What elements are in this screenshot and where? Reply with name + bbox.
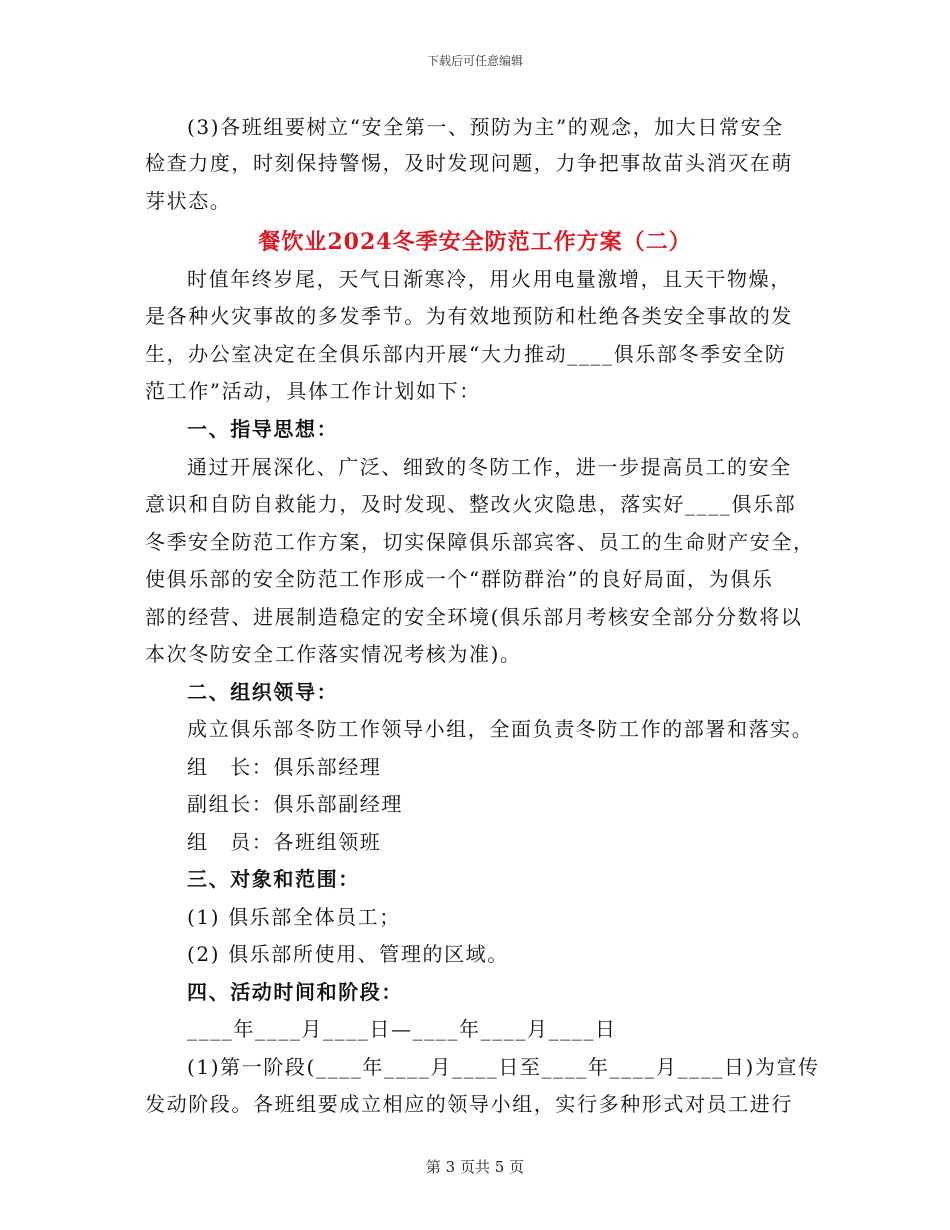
- paragraph-line: 发动阶段。各班组要成立相应的领导小组，实行多种形式对员工进行: [145, 1092, 793, 1116]
- paragraph-line: 意识和自防自救能力，及时发现、整改火灾隐患，落实好____俱乐部: [145, 492, 797, 516]
- deputy-leader-line: 副组长：俱乐部副经理: [187, 792, 403, 816]
- page-number: 第 3 页共 5 页: [425, 1158, 525, 1176]
- paragraph-line: (3)各班组要树立“安全第一、预防为主”的观念，加大日常安全: [187, 115, 784, 139]
- paragraph-line: 检查力度，时刻保持警惕，及时发现问题，力争把事故苗头消灭在萌: [145, 151, 793, 175]
- list-item: (2) 俱乐部所使用、管理的区域。: [187, 942, 509, 966]
- paragraph-line: 时值年终岁尾，天气日渐寒冷，用火用电量激增，且天干物燥，: [187, 267, 792, 291]
- date-range-line: ____年____月____日—____年____月____日: [187, 1017, 617, 1041]
- paragraph-line: 范工作”活动，具体工作计划如下：: [145, 379, 481, 403]
- paragraph-line: 生，办公室决定在全俱乐部内开展“大力推动____俱乐部冬季安全防: [145, 342, 787, 366]
- paragraph-line: 冬季安全防范工作方案，切实保障俱乐部宾客、员工的生命财产安全，: [145, 530, 815, 554]
- paragraph-line: 部的经营、进展制造稳定的安全环境(俱乐部月考核安全部分分数将以: [145, 605, 803, 629]
- member-line: 组 员：各班组领班: [187, 830, 382, 854]
- section-heading: 一、指导思想：: [187, 417, 339, 441]
- list-item: (1) 俱乐部全体员工；: [187, 905, 401, 929]
- paragraph-line: 是各种火灾事故的多发季节。为有效地预防和杜绝各类安全事故的发: [145, 304, 793, 328]
- header-note: 下载后可任意编辑: [426, 54, 523, 68]
- paragraph-line: (1)第一阶段(____年____月____日至____年____月____日)为宣传: [187, 1055, 820, 1079]
- section-heading: 三、对象和范围：: [187, 867, 360, 891]
- paragraph-line: 芽状态。: [145, 189, 232, 213]
- paragraph-line: 本次冬防安全工作落实情况考核为准)。: [145, 642, 522, 666]
- section-heading: 二、组织领导：: [187, 680, 339, 704]
- leader-line: 组 长：俱乐部经理: [187, 755, 382, 779]
- paragraph-line: 成立俱乐部冬防工作领导小组，全面负责冬防工作的部署和落实。: [187, 717, 814, 741]
- section-heading: 四、活动时间和阶段：: [187, 980, 403, 1004]
- document-title: 餐饮业2024冬季安全防范工作方案（二）: [258, 229, 692, 255]
- paragraph-line: 使俱乐部的安全防范工作形成一个“群防群治”的良好局面，为俱乐: [145, 567, 774, 591]
- paragraph-line: 通过开展深化、广泛、细致的冬防工作，进一步提高员工的安全: [187, 455, 792, 479]
